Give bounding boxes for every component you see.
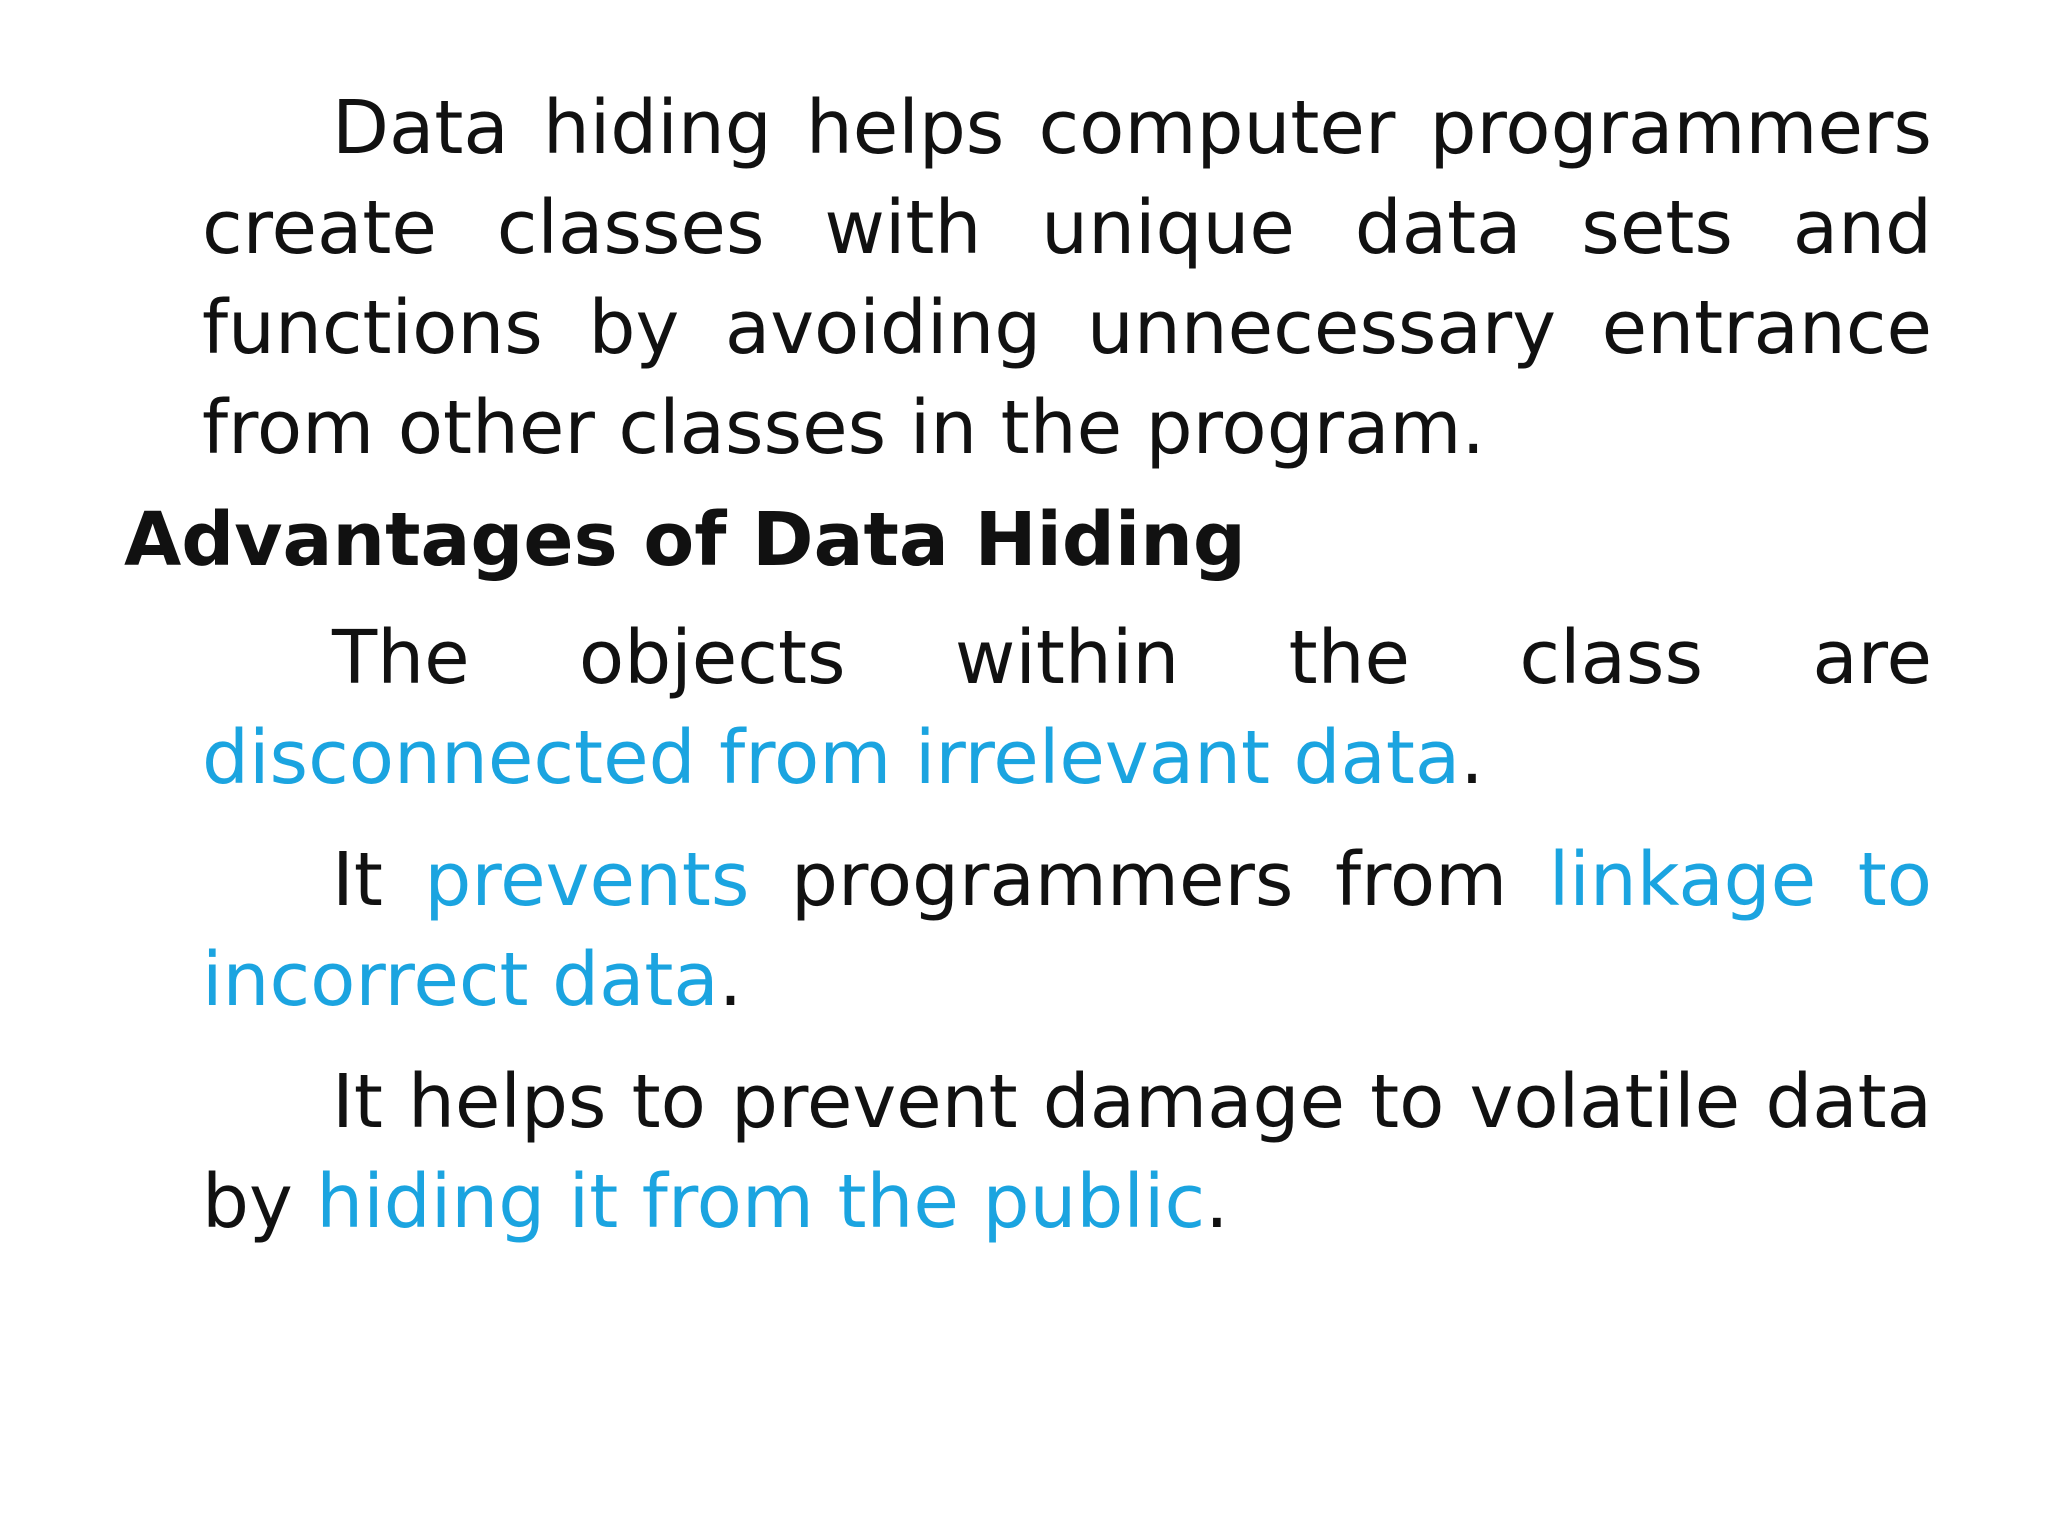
- advantage-2-highlight-linkage: linkage to incorrect data: [202, 837, 1932, 1023]
- intro-paragraph: [202, 78, 1932, 478]
- advantage-2-end: .: [718, 937, 743, 1023]
- advantage-3: [202, 1052, 1932, 1252]
- advantage-3-end: .: [1205, 1159, 1229, 1245]
- advantage-2-text: It: [332, 837, 425, 923]
- advantage-1: [202, 608, 1932, 808]
- advantage-3-text: It helps to prevent damage to volatile data by: [202, 1059, 1932, 1245]
- advantage-2-middle: programmers from: [749, 837, 1549, 923]
- advantage-2-highlight-prevents: prevents: [424, 837, 750, 923]
- advantage-1-highlight: disconnected from irrelevant data: [202, 715, 1461, 801]
- advantage-1-end: .: [1460, 715, 1484, 801]
- intro-text: Data hiding helps computer programmers create classes with unique data sets and functions by avoiding unnecessary entrance from other classes in the program.: [202, 85, 1932, 471]
- advantage-1-text: The objects within the class are: [332, 615, 1932, 701]
- advantage-3-highlight: hiding it from the public: [316, 1159, 1206, 1245]
- section-heading: Advantages of Data Hiding: [124, 497, 1246, 583]
- advantage-2: [202, 830, 1932, 1030]
